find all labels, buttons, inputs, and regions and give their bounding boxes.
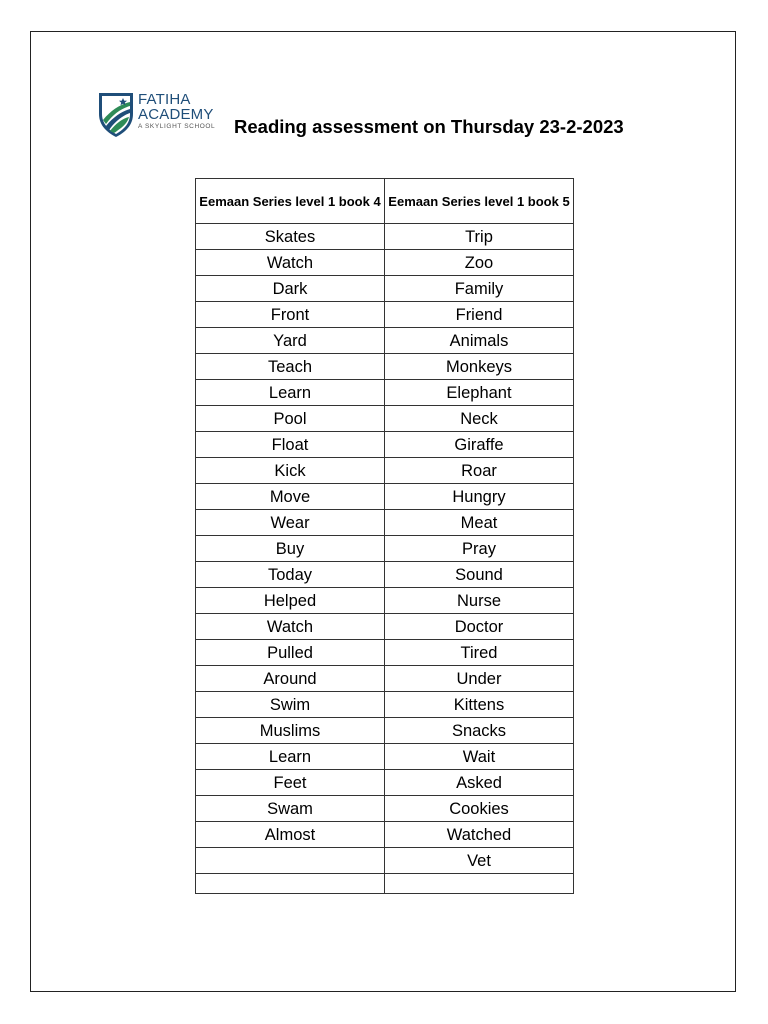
- table-row: [196, 536, 574, 562]
- book-4-word: Wear: [196, 510, 385, 536]
- header-book-5: Eemaan Series level 1 book 5: [385, 179, 574, 224]
- table-row: [196, 770, 574, 796]
- book-5-word: Zoo: [385, 250, 574, 276]
- book-4-word: Teach: [196, 354, 385, 380]
- word-table-body: [196, 224, 574, 894]
- book-5-word: Watched: [385, 822, 574, 848]
- book-5-word: Sound: [385, 562, 574, 588]
- logo-subtitle: A SKYLIGHT SCHOOL: [138, 123, 216, 130]
- table-row: [196, 744, 574, 770]
- table-row: [196, 432, 574, 458]
- book-4-word: Float: [196, 432, 385, 458]
- book-5-word: Hungry: [385, 484, 574, 510]
- book-4-word: Move: [196, 484, 385, 510]
- table-row: [196, 718, 574, 744]
- table-row: [196, 406, 574, 432]
- book-4-word: Front: [196, 302, 385, 328]
- book-4-word: Kick: [196, 458, 385, 484]
- book-4-word: Today: [196, 562, 385, 588]
- table-header-row: [196, 179, 574, 224]
- table-row: [196, 692, 574, 718]
- book-4-word: Yard: [196, 328, 385, 354]
- table-row: [196, 796, 574, 822]
- table-row: [196, 562, 574, 588]
- table-row: [196, 614, 574, 640]
- book-4-word: Skates: [196, 224, 385, 250]
- book-5-word: Vet: [385, 848, 574, 874]
- book-5-word: [385, 874, 574, 894]
- table-row: [196, 666, 574, 692]
- table-row: [196, 380, 574, 406]
- book-4-word: Swam: [196, 796, 385, 822]
- book-5-word: Friend: [385, 302, 574, 328]
- table-row: [196, 848, 574, 874]
- school-logo: [97, 90, 237, 140]
- header-book-4: Eemaan Series level 1 book 4: [196, 179, 385, 224]
- book-5-word: Snacks: [385, 718, 574, 744]
- book-4-word: Pool: [196, 406, 385, 432]
- word-table: [195, 178, 574, 894]
- book-5-word: Family: [385, 276, 574, 302]
- book-4-word: Pulled: [196, 640, 385, 666]
- book-5-word: Trip: [385, 224, 574, 250]
- book-5-word: Wait: [385, 744, 574, 770]
- book-5-word: Doctor: [385, 614, 574, 640]
- logo-name-line1: FATIHA: [138, 91, 191, 108]
- table-row: [196, 874, 574, 894]
- book-5-word: Elephant: [385, 380, 574, 406]
- book-4-word: Muslims: [196, 718, 385, 744]
- book-5-word: Monkeys: [385, 354, 574, 380]
- table-row: [196, 354, 574, 380]
- book-4-word: [196, 874, 385, 894]
- table-row: [196, 302, 574, 328]
- table-row: [196, 224, 574, 250]
- book-4-word: Feet: [196, 770, 385, 796]
- book-4-word: Helped: [196, 588, 385, 614]
- book-5-word: Pray: [385, 536, 574, 562]
- table-row: [196, 484, 574, 510]
- table-row: [196, 640, 574, 666]
- book-4-word: Learn: [196, 744, 385, 770]
- book-4-word: Around: [196, 666, 385, 692]
- logo-name-line2: ACADEMY: [138, 106, 214, 123]
- book-5-word: Tired: [385, 640, 574, 666]
- book-4-word: Watch: [196, 614, 385, 640]
- table-row: [196, 458, 574, 484]
- book-5-word: Giraffe: [385, 432, 574, 458]
- book-5-word: Roar: [385, 458, 574, 484]
- book-4-word: Swim: [196, 692, 385, 718]
- table-row: [196, 588, 574, 614]
- table-row: [196, 510, 574, 536]
- book-4-word: Dark: [196, 276, 385, 302]
- book-5-word: Cookies: [385, 796, 574, 822]
- book-5-word: Nurse: [385, 588, 574, 614]
- book-4-word: Watch: [196, 250, 385, 276]
- table-row: [196, 822, 574, 848]
- book-4-word: Almost: [196, 822, 385, 848]
- book-4-word: Buy: [196, 536, 385, 562]
- book-5-word: Neck: [385, 406, 574, 432]
- book-5-word: Asked: [385, 770, 574, 796]
- page-title: Reading assessment on Thursday 23-2-2023: [234, 116, 624, 137]
- book-4-word: Learn: [196, 380, 385, 406]
- book-5-word: Under: [385, 666, 574, 692]
- table-row: [196, 328, 574, 354]
- book-5-word: Kittens: [385, 692, 574, 718]
- table-row: [196, 276, 574, 302]
- shield-crest-icon: [97, 90, 135, 138]
- book-5-word: Animals: [385, 328, 574, 354]
- book-4-word: [196, 848, 385, 874]
- book-5-word: Meat: [385, 510, 574, 536]
- table-row: [196, 250, 574, 276]
